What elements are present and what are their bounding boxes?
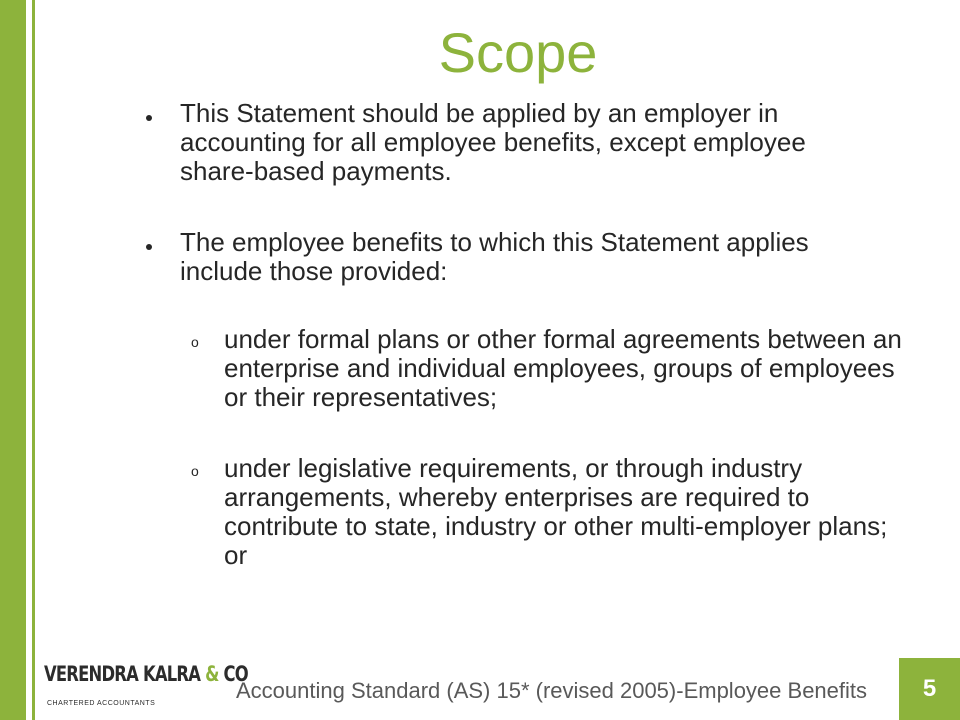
bullet-paragraph: The employee benefits to which this Statement applies include those provided: xyxy=(180,227,809,286)
bullet-dot-icon xyxy=(146,244,152,250)
page-number-badge xyxy=(899,658,960,720)
sub-bullet-paragraph: under formal plans or other formal agreements between an enterprise and individual employees, groups of employees or their representatives; xyxy=(224,324,902,412)
slide-title: Scope xyxy=(438,21,598,84)
company-logo xyxy=(44,662,248,718)
sub-bullet-marker-icon: o xyxy=(191,334,199,350)
logo-wordmark: VERENDRA KALRA & CO xyxy=(44,662,248,686)
sub-bullet-paragraph: under legislative requirements, or through industry arrangements, whereby enterprises are required to contribute to state, industry or other multi-employer plans; or xyxy=(224,453,888,570)
page-number: 5 xyxy=(922,675,937,702)
bullet-paragraph: This Statement should be applied by an employer in accounting for all employee benefits, except employee share-based payments. xyxy=(180,98,806,186)
bullet-dot-icon xyxy=(146,115,152,121)
sub-bullet-marker-icon: o xyxy=(191,463,199,479)
footer-text: Accounting Standard (AS) 15* (revised 2005)-Employee Benefits xyxy=(236,678,868,703)
logo-subtitle: CHARTERED ACCOUNTANTS xyxy=(47,700,156,707)
